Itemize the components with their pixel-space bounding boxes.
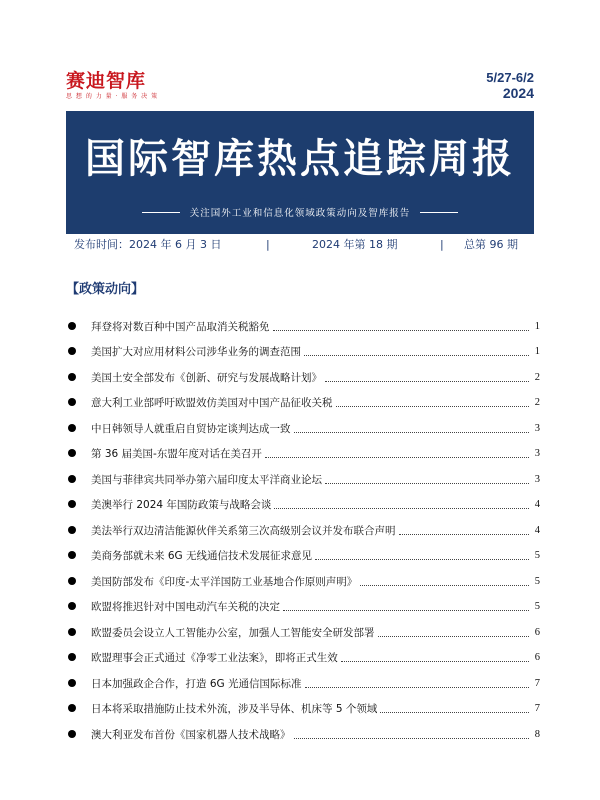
bullet-icon [68,373,76,381]
bullet-icon [68,577,76,585]
toc-item-title[interactable]: 日本加强政企合作，打造 6G 光通信国际标准 [91,677,302,690]
dot-leader [294,432,530,433]
logo [66,70,176,101]
toc-item[interactable] [68,335,540,361]
bullet-icon [68,347,76,355]
separator: | [440,237,444,251]
toc-page-number: 4 [534,524,540,536]
toc-item[interactable] [68,411,540,437]
separator: | [266,237,270,251]
dot-leader [399,534,530,535]
toc-item-title[interactable]: 欧盟理事会正式通过《净零工业法案》，即将正式生效 [91,652,338,664]
dot-leader [273,330,530,331]
dot-leader [283,610,529,611]
toc-item[interactable] [68,539,540,565]
toc-page-number: 4 [534,499,540,510]
toc-item[interactable] [68,386,540,412]
bullet-icon [68,628,76,636]
dot-leader [325,381,529,382]
dot-leader [274,508,529,509]
bullet-icon [68,526,76,534]
bullet-icon [68,475,76,483]
toc-item-title[interactable]: 美澳举行 2024 年国防政策与战略会谈 [91,499,272,511]
bullet-icon [68,322,76,330]
toc-item-title[interactable]: 美国与菲律宾共同举办第六届印度太平洋商业论坛 [91,473,322,486]
toc-item-title[interactable]: 日本将采取措施防止技术外流，涉及半导体、机床等 5 个领域 [91,703,378,715]
toc-page-number: 8 [534,728,540,740]
issue-number: 2024 年第 18 期 [312,238,398,251]
bullet-icon [68,449,76,457]
dot-leader [380,712,529,713]
logo-name: 赛迪智库 [66,70,147,92]
toc-item-title[interactable]: 中日韩领导人就重启自贸协定谈判达成一致 [91,422,291,435]
bullet-icon [68,653,76,661]
dot-leader [305,687,530,688]
toc-item[interactable] [68,666,540,692]
toc-item-title[interactable]: 第 36 届美国-东盟年度对话在美召开 [91,448,262,460]
date-range: 5/27-6/2 [486,70,534,85]
divider-right [420,212,458,213]
toc-item[interactable] [68,309,540,335]
dot-leader [360,585,529,586]
dot-leader [341,661,529,662]
toc-item[interactable] [68,692,540,718]
toc-page-number: 5 [534,601,540,612]
toc-item-title[interactable]: 美商务部就未来 6G 无线通信技术发展征求意见 [91,550,312,562]
publish-date: 发布时间：2024 年 6 月 3 日 [74,238,222,251]
title-banner [66,111,534,234]
dot-leader [265,457,529,458]
toc-page-number: 1 [534,320,540,332]
toc-item-title[interactable]: 欧盟将推迟针对中国电动汽车关税的决定 [91,601,280,613]
bullet-icon [68,602,76,610]
bullet-icon [68,704,76,712]
toc-item-title[interactable]: 拜登将对数百种中国产品取消关税豁免 [91,320,270,333]
dot-leader [325,483,529,484]
toc-item-title[interactable]: 美国扩大对应用材料公司涉华业务的调查范围 [91,346,301,358]
year: 2024 [502,85,534,101]
bullet-icon [68,398,76,406]
toc-page-number: 5 [534,550,540,561]
dot-leader [304,355,529,356]
toc-page-number: 2 [534,371,540,383]
toc-page-number: 2 [534,397,540,408]
toc-page-number: 3 [534,422,540,434]
toc-page-number: 6 [534,626,540,638]
toc-item-title[interactable]: 美法举行双边清洁能源伙伴关系第三次高级别会议并发布联合声明 [91,524,396,537]
report-subtitle: 关注国外工业和信息化领域政策动向及智库报告 [189,208,411,219]
toc-item[interactable] [68,564,540,590]
toc-item[interactable] [68,717,540,743]
toc-page-number: 5 [534,575,540,587]
toc-item-title[interactable]: 意大利工业部呼吁欧盟效仿美国对中国产品征收关税 [91,397,333,409]
date-range-block [486,70,534,102]
toc-item-title[interactable]: 美国防部发布《印度-太平洋国防工业基地合作原则声明》 [91,575,358,588]
toc-item[interactable] [68,437,540,463]
toc-page-number: 1 [534,346,540,357]
bullet-icon [68,500,76,508]
bullet-icon [68,679,76,687]
toc-item-title[interactable]: 美国土安全部发布《创新、研究与发展战略计划》 [91,371,322,384]
toc-page-number: 7 [534,677,540,689]
bullet-icon [68,551,76,559]
toc-item[interactable] [68,462,540,488]
toc-page-number: 3 [534,473,540,485]
dot-leader [315,559,529,560]
dot-leader [378,636,530,637]
toc-item[interactable] [68,641,540,667]
bullet-icon [68,424,76,432]
total-issue: 总第 96 期 [464,238,518,251]
issue-info-bar [66,236,534,252]
toc-page-number: 6 [534,652,540,663]
toc-item[interactable] [68,360,540,386]
dot-leader [336,406,530,407]
bullet-icon [68,730,76,738]
report-title: 国际智库热点追踪周报 [85,135,515,182]
toc-page-number: 3 [534,448,540,459]
dot-leader [294,738,530,739]
toc-item-title[interactable]: 欧盟委员会设立人工智能办公室，加强人工智能安全研发部署 [91,626,375,639]
subtitle-row [66,205,534,219]
table-of-contents [68,309,540,743]
toc-item[interactable] [68,488,540,514]
toc-item-title[interactable]: 澳大利亚发布首份《国家机器人技术战略》 [91,728,291,741]
toc-page-number: 7 [534,703,540,714]
divider-left [142,212,180,213]
logo-tagline: 思 想 的 力 量 · 服 务 决 策 [66,93,159,100]
toc-item[interactable] [68,615,540,641]
toc-item[interactable] [68,590,540,616]
section-title: 【政策动向】 [66,282,145,297]
toc-item[interactable] [68,513,540,539]
